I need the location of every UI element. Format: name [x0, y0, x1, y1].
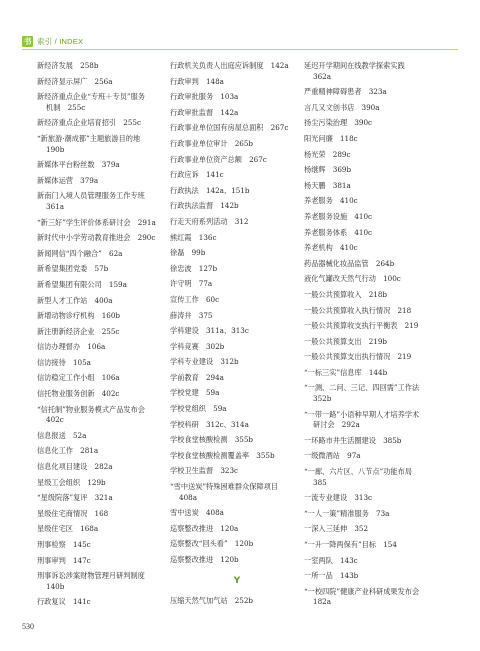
index-entry-text: 严重精神障碍患者 323a — [304, 87, 387, 97]
index-entry-text: 星级住宅商情况 168 — [37, 508, 109, 518]
index-entry — [170, 555, 304, 566]
index-entry-text: 一级微酒站 97a — [304, 451, 361, 461]
index-entry-text: 星级住宅区 168a — [37, 524, 99, 534]
index-entry — [304, 181, 438, 192]
index-entry-text: 一般公共预算收入 218b — [304, 289, 388, 299]
index-entry — [170, 326, 304, 337]
index-entry-text: 新媒体平台粉丝数 379a — [37, 160, 120, 170]
index-entry — [37, 540, 171, 551]
index-entry — [170, 77, 304, 88]
index-entry-text: 行政复议 141c — [37, 597, 91, 607]
index-entry — [304, 383, 438, 404]
index-entry — [304, 337, 438, 348]
index-entry — [304, 467, 438, 488]
index-entry-text: 一般公共预算收入执行情况 218 — [304, 305, 412, 315]
index-entry — [37, 524, 171, 535]
index-entry-text: 新经济重点企业培育招引 255c — [37, 118, 141, 128]
index-entry — [304, 587, 438, 608]
index-entry — [170, 482, 304, 503]
index-entry — [170, 420, 304, 431]
index-entry-text: 刑事审判 147c — [37, 555, 91, 565]
index-entry-term: “信托制”物业服务模式产品发布会 — [37, 404, 145, 414]
index-entry-text: 新闻网信“四个融合” 62a — [37, 248, 123, 258]
index-entry-text: 学科专业建设 312b — [170, 357, 239, 367]
index-entry-text: 行政审批监督 142a — [170, 107, 239, 117]
index-entry-text: 信访办理督办 106a — [37, 342, 106, 352]
index-entry-text: 扬尘污染治理 390c — [304, 118, 373, 128]
index-entry-term: “一带一路”小语种早期人才培养学术 — [304, 409, 420, 419]
index-entry-text: 刑事检察 145c — [37, 540, 91, 549]
index-entry — [304, 436, 438, 447]
index-entry — [170, 524, 304, 535]
index-entry-page: 402c — [46, 415, 64, 425]
index-entry — [304, 196, 438, 207]
index-entry — [170, 451, 304, 462]
index-entry-text: 行政执法监督 142b — [170, 201, 239, 211]
index-entry-term: “一校四院”健康产业科研成果发布会 — [304, 586, 420, 596]
index-entry-text: 行政事业单位资产总额 267c — [170, 154, 267, 164]
index-entry-text: 学校食堂核酸检测覆盖率 355b — [170, 450, 275, 460]
index-entry-text: 行政事业单位国有房屋总面积 267c — [170, 123, 289, 133]
index-entry-page: 362a — [313, 71, 332, 81]
index-entry-page: 361a — [46, 201, 65, 211]
index-entry-term: “新旅游·潮成都”主题旅游目的地 — [37, 133, 141, 143]
index-entry — [170, 139, 304, 150]
index-entry — [37, 311, 171, 322]
index-entry — [37, 446, 171, 457]
index-entry-page: 140b — [46, 581, 65, 591]
index-entry-text: 新增动物诊疗机构 160b — [37, 311, 121, 321]
index-entry — [304, 509, 438, 520]
index-entry-text: 熊红霞 136c — [170, 232, 217, 242]
index-entry-text: 一般公共预算支出执行情况 219 — [304, 352, 412, 362]
index-entry — [304, 352, 438, 363]
index-entry — [304, 321, 438, 332]
index-entry — [170, 596, 304, 607]
index-entry — [170, 108, 304, 119]
index-entry-text: 言几又文创书店 390a — [304, 102, 380, 112]
index-entry — [170, 248, 304, 259]
index-entry — [37, 249, 171, 260]
index-entry-page: 385 — [313, 477, 327, 487]
index-entry-text: 阳光问廉 118c — [304, 133, 358, 143]
index-entry-text: 新希望集团党委 57b — [37, 264, 109, 274]
index-entry — [170, 92, 304, 103]
index-column-3 — [304, 61, 438, 613]
index-entry — [170, 186, 304, 197]
index-entry-text: 雪中送炭 408a — [170, 508, 224, 518]
index-entry-term: “一廊、六片区、八节点”功能布局 — [304, 467, 412, 477]
index-entry — [304, 150, 438, 161]
index-entry-text: 许守明 77a — [170, 279, 213, 289]
index-entry-page: 190b — [46, 144, 65, 154]
index-entry-page: 182a — [313, 597, 332, 607]
index-entry — [170, 123, 304, 134]
index-entry-term: 刑事诉讼涉案财物管理月研判制度 — [37, 571, 145, 581]
index-entry — [304, 61, 438, 82]
index-entry-text: 养老机构 410c — [304, 243, 358, 253]
index-entry — [304, 368, 438, 379]
index-entry-text: 液化气罐改天然气行动 100c — [304, 274, 401, 284]
index-entry-text: 行政机关负责人出庭应诉制度 142a — [170, 61, 289, 70]
index-entry-text: 信息化项目建设 282a — [37, 462, 113, 472]
index-entry-text: 巡察整改“回头看” 120b — [170, 539, 254, 549]
index-entry — [170, 201, 304, 212]
index-entry — [170, 61, 304, 72]
index-entry-text: 信息报送 52a — [37, 430, 87, 440]
index-entry — [170, 373, 304, 384]
index-entry-text: 新经济显示屏广 256a — [37, 76, 113, 86]
index-entry-text: 巡察整改推进 120b — [170, 555, 239, 564]
index-entry-text: 巡察整改推进 120a — [170, 523, 239, 533]
index-entry-text: 行政应诉 141c — [170, 170, 224, 180]
index-entry-term: “一测、二问、三记、四回需”工作法 — [304, 383, 420, 393]
index-entry — [304, 571, 438, 582]
index-entry — [37, 478, 171, 489]
index-entry-text: 行政执法 142a、151b — [170, 185, 250, 195]
index-entry — [304, 243, 438, 254]
index-entry — [304, 259, 438, 270]
index-entry-term: “雪中送炭”特殊困难群众保障项目 — [170, 482, 278, 492]
index-entry — [37, 233, 171, 244]
index-entry — [37, 218, 171, 229]
index-entry — [304, 556, 438, 567]
index-column-1 — [37, 61, 171, 613]
index-entry-text: 杨天鹏 381a — [304, 180, 351, 190]
index-entry — [37, 118, 171, 129]
index-entry-text: “一标三实”信息库 144b — [304, 367, 388, 377]
index-entry — [304, 290, 438, 301]
index-entry — [37, 134, 171, 155]
section-label: 索引 / INDEX — [37, 36, 84, 46]
index-entry — [37, 191, 171, 212]
book-icon: 书 — [23, 36, 32, 46]
index-entry — [170, 170, 304, 181]
index-entry-text: 一般公共预算收支执行平衡表 219 — [304, 321, 419, 331]
index-entry — [170, 435, 304, 446]
index-entry-text: 学校食堂核酸检测 355b — [170, 435, 254, 445]
index-entry-text: 一室两队 143c — [304, 555, 358, 565]
index-entry — [170, 311, 304, 322]
index-entry-text: 星级工会组织 129b — [37, 477, 106, 487]
index-entry — [37, 264, 171, 275]
index-entry-text: 杨继辉 369b — [304, 165, 352, 175]
index-entry — [170, 357, 304, 368]
index-entry — [37, 571, 171, 592]
section-letter: Y — [233, 575, 241, 586]
index-entry — [304, 165, 438, 176]
index-entry-text: 信访稳定工作小组 106a — [37, 373, 120, 383]
index-entry — [304, 410, 438, 431]
index-entry — [37, 389, 171, 400]
index-entry — [37, 493, 171, 504]
index-entry-text: 信托物业服务创新 402c — [37, 389, 120, 399]
index-entry — [170, 388, 304, 399]
index-entry-text: 杨光荣 289c — [304, 149, 351, 159]
index-entry-text: 新媒体运营 379a — [37, 175, 99, 185]
index-entry — [37, 358, 171, 369]
index-entry-page: 408a — [179, 492, 198, 502]
index-entry — [37, 77, 171, 88]
index-entry — [170, 539, 304, 550]
index-entry-text: 一所一品 143b — [304, 571, 359, 581]
index-entry — [37, 462, 171, 473]
index-entry-text: 学校党组织 59a — [170, 404, 227, 414]
index-entry-text: “星级院落”复评 321a — [37, 493, 113, 503]
index-entry-text: 行政事业单位审计 265b — [170, 138, 254, 148]
index-entry-text: 压缩天然气加气站 252b — [170, 595, 254, 605]
index-entry-text: 养老服务体系 410c — [304, 227, 373, 237]
index-entry-text: 新希望集团有限公司 159a — [37, 279, 127, 289]
index-entry — [37, 296, 171, 307]
index-entry-text: 学科竞赛 302b — [170, 341, 225, 351]
index-entry-text: “一人一策”精准服务 73a — [304, 508, 390, 518]
index-entry-text: 学校科研 312c、314a — [170, 419, 249, 429]
index-entry — [37, 92, 171, 113]
index-entry — [170, 264, 304, 275]
index-entry-text: 信访接待 105a — [37, 357, 91, 367]
index-entry-text: 养老服务 410c — [304, 196, 358, 206]
index-entry — [304, 540, 438, 551]
index-entry-text: 新时代中小学劳动教育推进会 290c — [37, 233, 156, 243]
index-entry — [37, 509, 171, 520]
header-rule — [22, 49, 458, 50]
index-entry-text: 学校卫生监督 323c — [170, 466, 239, 476]
index-entry — [170, 279, 304, 290]
index-entry-text: 新经济发展 258b — [37, 61, 99, 70]
index-entry — [170, 508, 304, 519]
index-entry — [37, 327, 171, 338]
index-entry — [37, 373, 171, 384]
index-entry — [170, 404, 304, 415]
index-entry — [37, 176, 171, 187]
index-entry-text: 信息化工作 281a — [37, 446, 99, 456]
index-entry-text: 徐磊 99b — [170, 248, 206, 258]
index-entry — [170, 233, 304, 244]
page-header — [22, 34, 83, 48]
index-entry-term: 新南门入境人员管理服务工作专班 — [37, 191, 145, 201]
index-entry-text: 行政审批服务 103a — [170, 92, 239, 102]
index-entry — [170, 466, 304, 477]
index-entry-text: 一深入三延伸 352 — [304, 524, 369, 534]
index-entry-page: 机制 255c — [46, 102, 86, 112]
index-entry-term: 延迟开学期间在线教学探索实践 — [304, 61, 405, 70]
index-entry-text: 宣传工作 60c — [170, 294, 220, 304]
index-entry — [304, 87, 438, 98]
index-entry-text: 学科建设 311a、313c — [170, 326, 249, 336]
index-entry-text: 行走天府系列活动 312 — [170, 216, 249, 226]
index-entry-text: “新三好”学生评价体系研讨会 291a — [37, 217, 156, 227]
index-entry-text: 一般公共预算支出 219b — [304, 336, 388, 346]
index-entry-text: 学校党建 59a — [170, 388, 220, 398]
index-entry-text: 徐忠波 127b — [170, 263, 218, 273]
page-number: 530 — [22, 622, 34, 631]
index-entry — [170, 342, 304, 353]
index-entry — [304, 228, 438, 239]
index-entry — [304, 451, 438, 462]
index-entry — [304, 493, 438, 504]
index-entry-text: 新型人才工作站 400a — [37, 295, 113, 305]
index-entry — [304, 524, 438, 535]
index-entry — [304, 103, 438, 114]
index-entry-page: 研讨会 292a — [313, 420, 360, 430]
index-entry — [304, 306, 438, 317]
index-entry-text: 一流专业建设 313c — [304, 493, 373, 503]
index-entry-text: 药品器械化妆品监管 264b — [304, 258, 395, 268]
index-entry-text: 行政审判 148a — [170, 76, 224, 86]
index-entry — [304, 212, 438, 223]
index-entry-text: 学前教育 294a — [170, 372, 224, 382]
index-entry-term: 新经济重点企业“专班＋专员”服务 — [37, 92, 145, 102]
index-entry — [304, 274, 438, 285]
index-entry-text: 一环路市井生活圈建设 385b — [304, 435, 402, 445]
index-entry — [37, 431, 171, 442]
index-entry — [304, 118, 438, 129]
index-entry-text: 薛涛井 375 — [170, 310, 213, 320]
index-entry-page: 352b — [313, 394, 332, 404]
index-entry-text: 新注册新经济企业 255c — [37, 326, 120, 336]
index-entry — [304, 134, 438, 145]
index-entry — [170, 217, 304, 228]
index-entry — [37, 61, 171, 72]
index-entry — [37, 160, 171, 171]
index-entry-text: “一升一降两保有”目标 154 — [304, 540, 397, 549]
index-entry — [37, 597, 171, 608]
index-column-2 — [170, 61, 304, 611]
index-entry — [170, 295, 304, 306]
index-entry — [37, 280, 171, 291]
index-entry-text: 养老服务设施 410c — [304, 211, 373, 221]
index-entry — [37, 556, 171, 567]
index-entry — [170, 155, 304, 166]
index-entry — [37, 342, 171, 353]
index-entry — [37, 405, 171, 426]
